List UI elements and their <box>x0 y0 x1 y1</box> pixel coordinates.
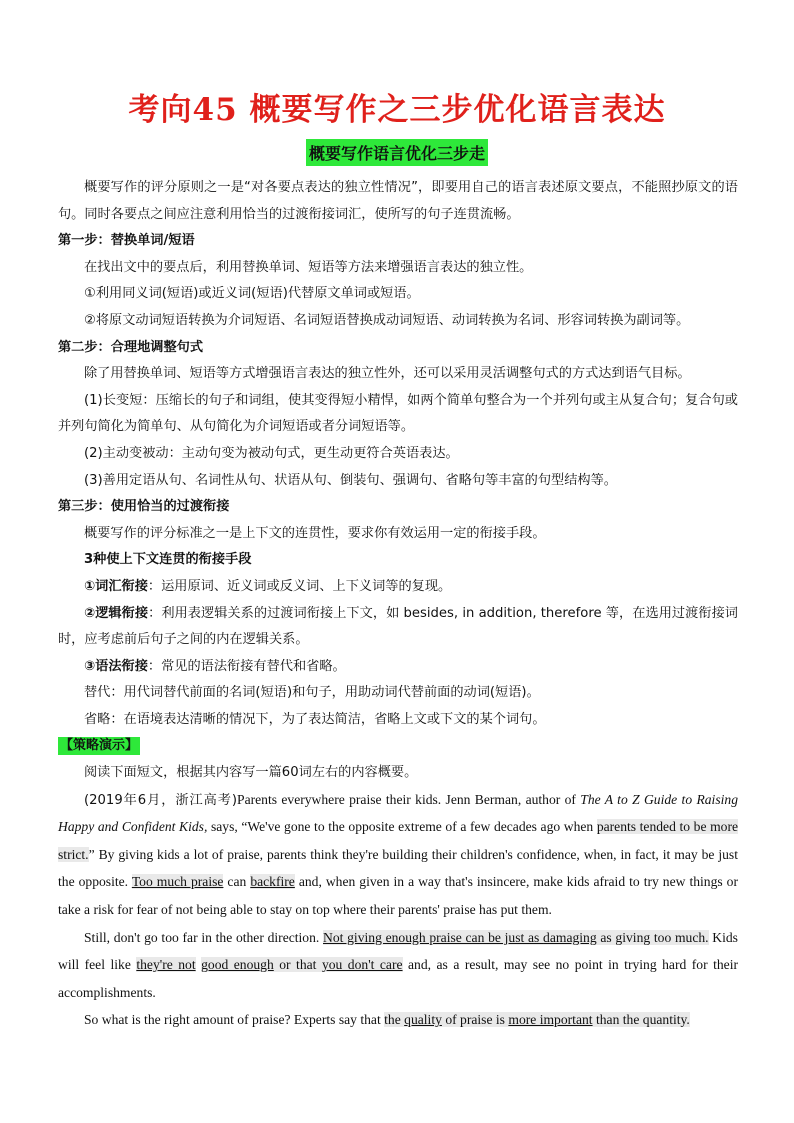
passage-paragraph-1 <box>58 787 738 925</box>
passage-paragraph-3 <box>58 1007 738 1035</box>
highlighted-phrase: parents tended to be more strict. <box>58 819 739 862</box>
underlined-phrase: more important <box>508 1012 593 1028</box>
passage-text: Kids will feel like <box>58 929 738 973</box>
method-3-text: ：常见的语法衔接有替代和省略。 <box>147 658 346 674</box>
step2-item-3: (3)善用定语从句、名词性从句、状语从句、倒装句、强调句、省略句等丰富的句型结构等。 <box>84 472 617 488</box>
underlined-phrase: good enough <box>201 957 274 973</box>
step1-desc: 在找出文中的要点后，利用替换单词、短语等方法来增强语言表达的独立性。 <box>84 259 533 275</box>
underlined-phrase: quality <box>404 1012 442 1028</box>
highlighted-phrase: of praise is <box>441 1012 509 1028</box>
page-title: 考向45 概要写作之三步优化语言表达 <box>128 92 666 128</box>
method-2-text: ：利用表逻辑关系的过渡词衔接上下文，如 besides, in addition, therefore 等，在选用过渡衔接词时，应考虑前后句子之间的内在逻辑关系。 <box>58 605 738 648</box>
method-1-label: ①词汇衔接 <box>84 578 148 594</box>
underlined-phrase: you don't care <box>321 957 403 973</box>
intro-paragraph: 概要写作的评分原则之一是“对各要点表达的独立性情况”，即要用自己的语言表述原文要点，不能照抄原文的语句。同时各要点之间应注意利用恰当的过渡衔接词汇，使所写的句子连贯流畅。 <box>58 180 738 222</box>
step2-desc: 除了用替换单词、短语等方式增强语言表达的独立性外，还可以采用灵活调整句式的方式达到语气目标。 <box>84 366 691 382</box>
underlined-phrase: backfire <box>250 874 295 890</box>
substitution-note: 替代：用代词替代前面的名词(短语)和句子，用助动词代替前面的动词(短语)。 <box>84 685 540 701</box>
step2-item-2: (2)主动变被动：主动句变为被动句式，更生动更符合英语表达。 <box>84 445 459 461</box>
page-subtitle: 概要写作语言优化三步走 <box>306 139 488 166</box>
underlined-phrase: they're not <box>136 957 196 973</box>
book-title: The A to Z Guide to Raising Happy and Confident Kids, <box>58 791 738 835</box>
strategy-tag: 【策略演示】 <box>60 738 139 754</box>
highlighted-phrase: or that <box>273 957 322 973</box>
passage-text: and, when given in a way that's insincere, make kids afraid to try new things or take a risk for fear of not being able to stay on top where their parents' praise has put them. <box>58 874 739 918</box>
passage-text: can <box>223 874 251 890</box>
passage-text: and, as a result, may see no point in trying hard for their accomplishments. <box>58 957 738 1000</box>
cohesion-method-1 <box>58 574 738 601</box>
strategy-row <box>58 733 738 760</box>
cohesion-method-3 <box>58 654 738 681</box>
cohesion-method-2 <box>58 601 738 654</box>
highlighted-phrase: than the quantity. <box>592 1012 690 1028</box>
step1-item-2: ②将原文动词短语转换为介词短语、名词短语替换成动词短语、动词转换为名词、形容词转换为副词等。 <box>84 312 690 328</box>
method-2-label: ②逻辑衔接 <box>84 605 149 621</box>
highlighted-phrase: as giving too much. <box>596 929 709 945</box>
passage-text: Still, don't go too far in the other direction. <box>84 929 324 945</box>
passage-text: ” By giving kids a lot of praise, parents think they're building their children's confidence, when, in fact, it may be just the opposite. <box>58 846 738 890</box>
subtitle-container <box>0 139 794 166</box>
method-1-text: ：运用原词、近义词或反义词、上下义词等的复现。 <box>147 578 452 594</box>
passage-text: Parents everywhere praise their kids. Jenn Berman, author of <box>237 791 581 807</box>
underlined-phrase: Too much praise <box>131 874 224 890</box>
step2-heading: 第二步：合理地调整句式 <box>58 339 204 355</box>
highlighted-phrase: the <box>384 1012 405 1028</box>
document-body <box>58 175 738 1035</box>
passage-text: says, “We've gone to the opposite extreme of a few decades ago when <box>207 819 597 835</box>
task-instruction: 阅读下面短文，根据其内容写一篇60词左右的内容概要。 <box>84 765 418 781</box>
underlined-phrase: damaging <box>543 929 597 945</box>
step3-heading: 第三步：使用恰当的过渡衔接 <box>58 499 230 515</box>
step2-item-1: (1)长变短：压缩长的句子和词组，使其变得短小精悍，如两个简单句整合为一个并列句或主从复合句；复合句或并列句简化为简单句、从句简化为介词短语或者分词短语等。 <box>58 392 738 435</box>
highlighted-phrase: Not giving enough praise can be just as <box>323 929 544 945</box>
passage-source: (2019年6月，浙江高考) <box>84 792 238 808</box>
method-3-label: ③语法衔接 <box>84 658 148 674</box>
step1-item-1: ①利用同义词(短语)或近义词(短语)代替原文单词或短语。 <box>84 286 420 302</box>
passage-text: So what is the right amount of praise? Experts say that <box>84 1012 385 1028</box>
ellipsis-note: 省略：在语境表达清晰的情况下，为了表达简洁，省略上文或下文的某个词句。 <box>84 711 546 727</box>
step3-sub-heading: 3种使上下文连贯的衔接手段 <box>84 552 252 568</box>
step1-heading: 第一步：替换单词/短语 <box>58 233 195 249</box>
step3-desc: 概要写作的评分标准之一是上下文的连贯性，要求你有效运用一定的衔接手段。 <box>84 525 546 541</box>
passage-paragraph-2 <box>58 925 738 1008</box>
